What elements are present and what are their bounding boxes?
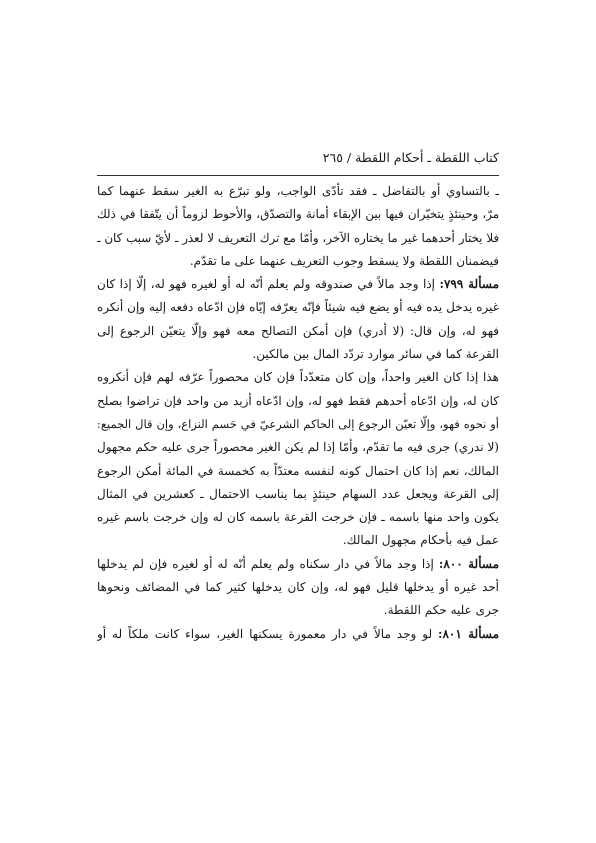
- text-line: غيره يدخل يده فيه أو يضع فيه شيئاً فإنّه يعرّفه إيّاه فإن ادّعاه دفعه إليه وإن أنكره: [97, 300, 499, 315]
- text-line: (لا ندري) جرى فيه ما تقدّم، وأمّا إذا لم يكن الغير محصوراً جرى عليه حكم مجهول: [97, 440, 499, 455]
- text-line: القرعة كما في سائر موارد تردّد المال بين مالكين.: [252, 347, 499, 362]
- paragraph: [97, 366, 499, 552]
- page-body: [97, 180, 499, 646]
- text-line: [97, 623, 499, 646]
- text-line: أحد غيره أو يدخلها قليل فهو له، وإن كان يدخلها كثير كما في المضائف ونحوها: [97, 580, 499, 595]
- text-segment: إذا وجد مالاً في دار سكناه ولم يعلم أنّه له أو لغيره فإن لم يدخلها: [97, 556, 439, 571]
- text-line: المالك، نعم إذا كان احتمال كونه لنفسه معتدّاً به كخمسة في المائة أمكن الرجوع: [97, 463, 499, 478]
- text-line: هذا إذا كان الغير واحداً، وإن كان متعدّداً فإن كان محصوراً عرّفه لهم فإن أنكروه: [97, 370, 499, 385]
- text-line: عمل فيه بأحكام مجهول المالك.: [342, 533, 499, 548]
- paragraph: [97, 180, 499, 273]
- issue-label: مسألة ٨٠٠:: [438, 556, 499, 571]
- text-line: جرى عليه حكم اللقطة.: [383, 603, 499, 618]
- text-line: [97, 553, 499, 576]
- paragraph: [97, 273, 499, 366]
- text-line: فلا يختار أحدهما غير ما يختاره الآخر، وأمّا مع ترك التعريف لا لعذر ـ لأيّ سبب كان ـ: [97, 230, 499, 245]
- issue-label: مسألة ٧٩٩:: [439, 277, 499, 292]
- paragraph: [97, 623, 499, 646]
- text-line: فهو له، وإن قال: (لا أدري) فإن أمكن التصالح معه فهو وإلّا يتعيّن الرجوع إلى: [97, 323, 499, 338]
- text-line: ـ بالتساوي أو بالتفاضل ـ فقد تأدّى الواجب، ولو تبرّع به الغير سقط عنهما كما: [97, 184, 499, 198]
- text-segment: لو وجد مالاً في دار معمورة يسكنها الغير، سواء كانت ملكاً له أو: [97, 626, 439, 641]
- text-line: أو نحوه فهو، وإلّا تعيّن الرجوع إلى الحاكم الشرعيّ في حَسم النزاع، وإن قال الجميع:: [97, 416, 499, 431]
- text-line: مرّ، وحينئذٍ يتخيّران فيها بين الإبقاء أمانة والتصدّق، والأحوط لزوماً أن يتّفقا في ذلك: [97, 207, 499, 222]
- paragraph: [97, 553, 499, 623]
- text-line: إلى القرعة ويجعل عدد السهام حينئذٍ بما يناسب الاحتمال ـ كعشرين في المثال: [97, 486, 499, 501]
- text-line: [97, 273, 499, 296]
- text-line: يكون واحد منها باسمه ـ فإن خرجت القرعة باسمه كان له وإن خرجت باسم غيره: [97, 510, 499, 525]
- header-divider: [97, 175, 499, 176]
- text-line: فيضمنان اللقطة ولا يسقط وجوب التعريف عنهما على ما تقدّم.: [189, 253, 499, 268]
- text-segment: إذا وجد مالاً في صندوقه ولم يعلم أنّه له أو لغيره فهو له، إلّا إذا كان: [97, 277, 440, 292]
- page-header: كتاب اللقطة ـ أحكام اللقطة / ٢٦٥: [322, 150, 499, 165]
- text-line: كان له، وإن ادّعاه أحدهم فقط فهو له، وإن ادّعاه أزيد من واحد فإن تراضوا بصلح: [97, 393, 499, 408]
- issue-label: مسألة ٨٠١:: [438, 626, 499, 641]
